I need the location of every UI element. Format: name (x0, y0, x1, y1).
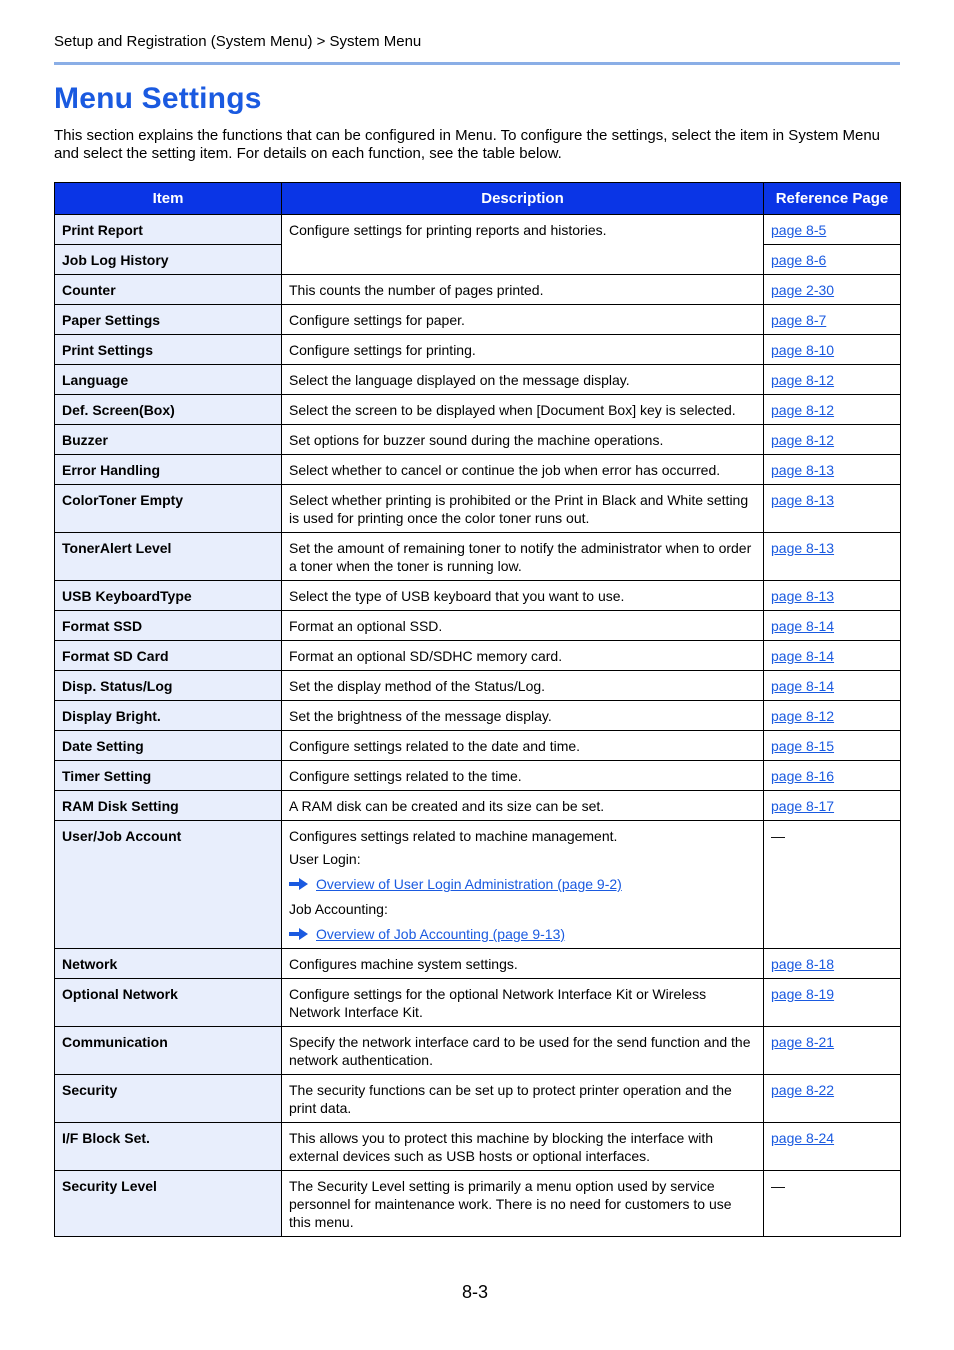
table-row (55, 275, 901, 305)
row-description: Format an optional SSD. (282, 611, 764, 641)
table-row (55, 1027, 901, 1075)
row-item: USB KeyboardType (55, 581, 282, 611)
table-row (55, 305, 901, 335)
row-description (282, 821, 764, 949)
table-row (55, 701, 901, 731)
row-reference (764, 533, 901, 581)
row-reference (764, 791, 901, 821)
reference-link[interactable]: page 8-21 (771, 1034, 835, 1050)
row-description: Configure settings related to the time. (282, 761, 764, 791)
reference-link[interactable]: page 8-16 (771, 768, 835, 784)
row-reference (764, 485, 901, 533)
reference-link[interactable]: page 8-18 (771, 956, 835, 972)
row-item: Network (55, 949, 282, 979)
arrow-right-icon (289, 928, 308, 940)
table-row (55, 335, 901, 365)
table-row (55, 455, 901, 485)
row-item: Display Bright. (55, 701, 282, 731)
row-item: TonerAlert Level (55, 533, 282, 581)
row-description: Set options for buzzer sound during the machine operations. (282, 425, 764, 455)
job-accounting-link-line (289, 925, 756, 943)
row-reference (764, 425, 901, 455)
row-description: Configure settings related to the date and time. (282, 731, 764, 761)
header-divider (54, 62, 900, 65)
account-description: Configures settings related to machine management. (289, 828, 618, 844)
row-description: Select the screen to be displayed when [Document Box] key is selected. (282, 395, 764, 425)
reference-link[interactable]: page 8-5 (771, 222, 827, 238)
row-reference (764, 949, 901, 979)
row-item: Print Settings (55, 335, 282, 365)
row-description: Select the language displayed on the message display. (282, 365, 764, 395)
table-row (55, 761, 901, 791)
user-login-label: User Login: (289, 851, 361, 867)
row-reference (764, 701, 901, 731)
reference-link[interactable]: page 8-14 (771, 648, 835, 664)
row-description: This allows you to protect this machine by blocking the interface with external devices such as USB hosts or optional interfaces. (282, 1123, 764, 1171)
row-reference (764, 1123, 901, 1171)
table-row (55, 1171, 901, 1237)
column-header-item: Item (55, 183, 282, 215)
row-reference (764, 365, 901, 395)
row-reference (764, 245, 901, 275)
reference-link[interactable]: page 8-12 (771, 432, 835, 448)
row-description: A RAM disk can be created and its size can be set. (282, 791, 764, 821)
table-row (55, 533, 901, 581)
user-login-admin-link[interactable]: Overview of User Login Administration (page 9-2) (316, 876, 622, 892)
reference-link[interactable]: page 8-22 (771, 1082, 835, 1098)
breadcrumb: Setup and Registration (System Menu) > System Menu (54, 33, 422, 50)
row-item: Communication (55, 1027, 282, 1075)
row-description: Select whether printing is prohibited or the Print in Black and White setting is used for printing once the color toner runs out. (282, 485, 764, 533)
table-row (55, 791, 901, 821)
row-item: Security (55, 1075, 282, 1123)
row-description: The Security Level setting is primarily a menu option used by service personnel for maintenance work. There is no need for customers to use this menu. (282, 1171, 764, 1237)
table-row (55, 581, 901, 611)
reference-link[interactable]: page 8-12 (771, 402, 835, 418)
user-login-link-line (289, 875, 756, 893)
row-description: This counts the number of pages printed. (282, 275, 764, 305)
row-description: Format an optional SD/SDHC memory card. (282, 641, 764, 671)
table-row (55, 215, 901, 245)
row-description: Specify the network interface card to be used for the send function and the network authentication. (282, 1027, 764, 1075)
row-description: Configures machine system settings. (282, 949, 764, 979)
row-item: Security Level (55, 1171, 282, 1237)
row-item: Date Setting (55, 731, 282, 761)
reference-link[interactable]: page 8-19 (771, 986, 835, 1002)
row-description: Set the brightness of the message display. (282, 701, 764, 731)
row-item: Buzzer (55, 425, 282, 455)
row-reference (764, 275, 901, 305)
row-reference (764, 1075, 901, 1123)
row-item: User/Job Account (55, 821, 282, 949)
row-item: Optional Network (55, 979, 282, 1027)
page-number: 8-3 (462, 1282, 489, 1302)
table-row (55, 671, 901, 701)
column-header-reference-page: Reference Page (764, 183, 901, 215)
row-reference (764, 395, 901, 425)
table-header-row (55, 183, 901, 215)
row-description: Select whether to cancel or continue the job when error has occurred. (282, 455, 764, 485)
row-description: Configure settings for the optional Network Interface Kit or Wireless Network Interface Kit. (282, 979, 764, 1027)
row-reference (764, 455, 901, 485)
table-row (55, 979, 901, 1027)
reference-link[interactable]: page 8-13 (771, 492, 835, 508)
reference-link[interactable]: page 8-14 (771, 618, 835, 634)
table-row (55, 641, 901, 671)
table-row (55, 611, 901, 641)
row-reference (764, 305, 901, 335)
column-header-description: Description (282, 183, 764, 215)
reference-link[interactable]: page 8-15 (771, 738, 835, 754)
row-reference: — (764, 821, 901, 949)
row-item: Format SD Card (55, 641, 282, 671)
row-reference (764, 581, 901, 611)
job-accounting-label: Job Accounting: (289, 901, 388, 917)
row-item: Error Handling (55, 455, 282, 485)
table-row (55, 395, 901, 425)
row-reference (764, 671, 901, 701)
row-item: Format SSD (55, 611, 282, 641)
row-item: Language (55, 365, 282, 395)
row-reference (764, 641, 901, 671)
row-description: Set the display method of the Status/Log. (282, 671, 764, 701)
reference-link[interactable]: page 8-12 (771, 708, 835, 724)
row-item: Job Log History (55, 245, 282, 275)
table-row (55, 1123, 901, 1171)
table-row (55, 1075, 901, 1123)
row-reference (764, 611, 901, 641)
table-row-user-job-account (55, 821, 901, 949)
row-description: Configure settings for printing reports and histories. (282, 215, 764, 275)
reference-link[interactable]: page 8-24 (771, 1130, 835, 1146)
arrow-right-icon (289, 878, 308, 890)
row-reference (764, 215, 901, 245)
menu-settings-table (54, 182, 901, 1237)
reference-link[interactable]: page 8-13 (771, 462, 835, 478)
table-row (55, 485, 901, 533)
row-description: Configure settings for paper. (282, 305, 764, 335)
row-description: Configure settings for printing. (282, 335, 764, 365)
reference-link[interactable]: page 8-13 (771, 588, 835, 604)
job-accounting-link[interactable]: Overview of Job Accounting (page 9-13) (316, 926, 566, 942)
reference-link[interactable]: page 8-17 (771, 798, 835, 814)
row-item: ColorToner Empty (55, 485, 282, 533)
reference-link[interactable]: page 8-6 (771, 252, 827, 268)
table-row (55, 949, 901, 979)
row-reference (764, 979, 901, 1027)
intro-paragraph: This section explains the functions that can be configured in Menu. To configure the settings, select the item in System Menu and select the setting item. For details on each function, see the table below. (54, 127, 881, 162)
reference-link[interactable]: page 8-14 (771, 678, 835, 694)
row-reference (764, 761, 901, 791)
row-item: Def. Screen(Box) (55, 395, 282, 425)
row-reference (764, 731, 901, 761)
row-item: Counter (55, 275, 282, 305)
reference-link[interactable]: page 2-30 (771, 282, 835, 298)
page-title: Menu Settings (54, 82, 262, 115)
row-reference (764, 1027, 901, 1075)
table-row (55, 365, 901, 395)
row-reference: — (764, 1171, 901, 1237)
table-row (55, 425, 901, 455)
reference-link[interactable]: page 8-12 (771, 372, 835, 388)
reference-link[interactable]: page 8-7 (771, 312, 827, 328)
row-item: I/F Block Set. (55, 1123, 282, 1171)
row-description: Set the amount of remaining toner to notify the administrator when to order a toner when the toner is running low. (282, 533, 764, 581)
row-item: Disp. Status/Log (55, 671, 282, 701)
row-item: Print Report (55, 215, 282, 245)
reference-link[interactable]: page 8-13 (771, 540, 835, 556)
row-item: RAM Disk Setting (55, 791, 282, 821)
row-description: Select the type of USB keyboard that you want to use. (282, 581, 764, 611)
row-description: The security functions can be set up to protect printer operation and the print data. (282, 1075, 764, 1123)
reference-link[interactable]: page 8-10 (771, 342, 835, 358)
row-item: Timer Setting (55, 761, 282, 791)
row-reference (764, 335, 901, 365)
row-item: Paper Settings (55, 305, 282, 335)
table-row (55, 731, 901, 761)
